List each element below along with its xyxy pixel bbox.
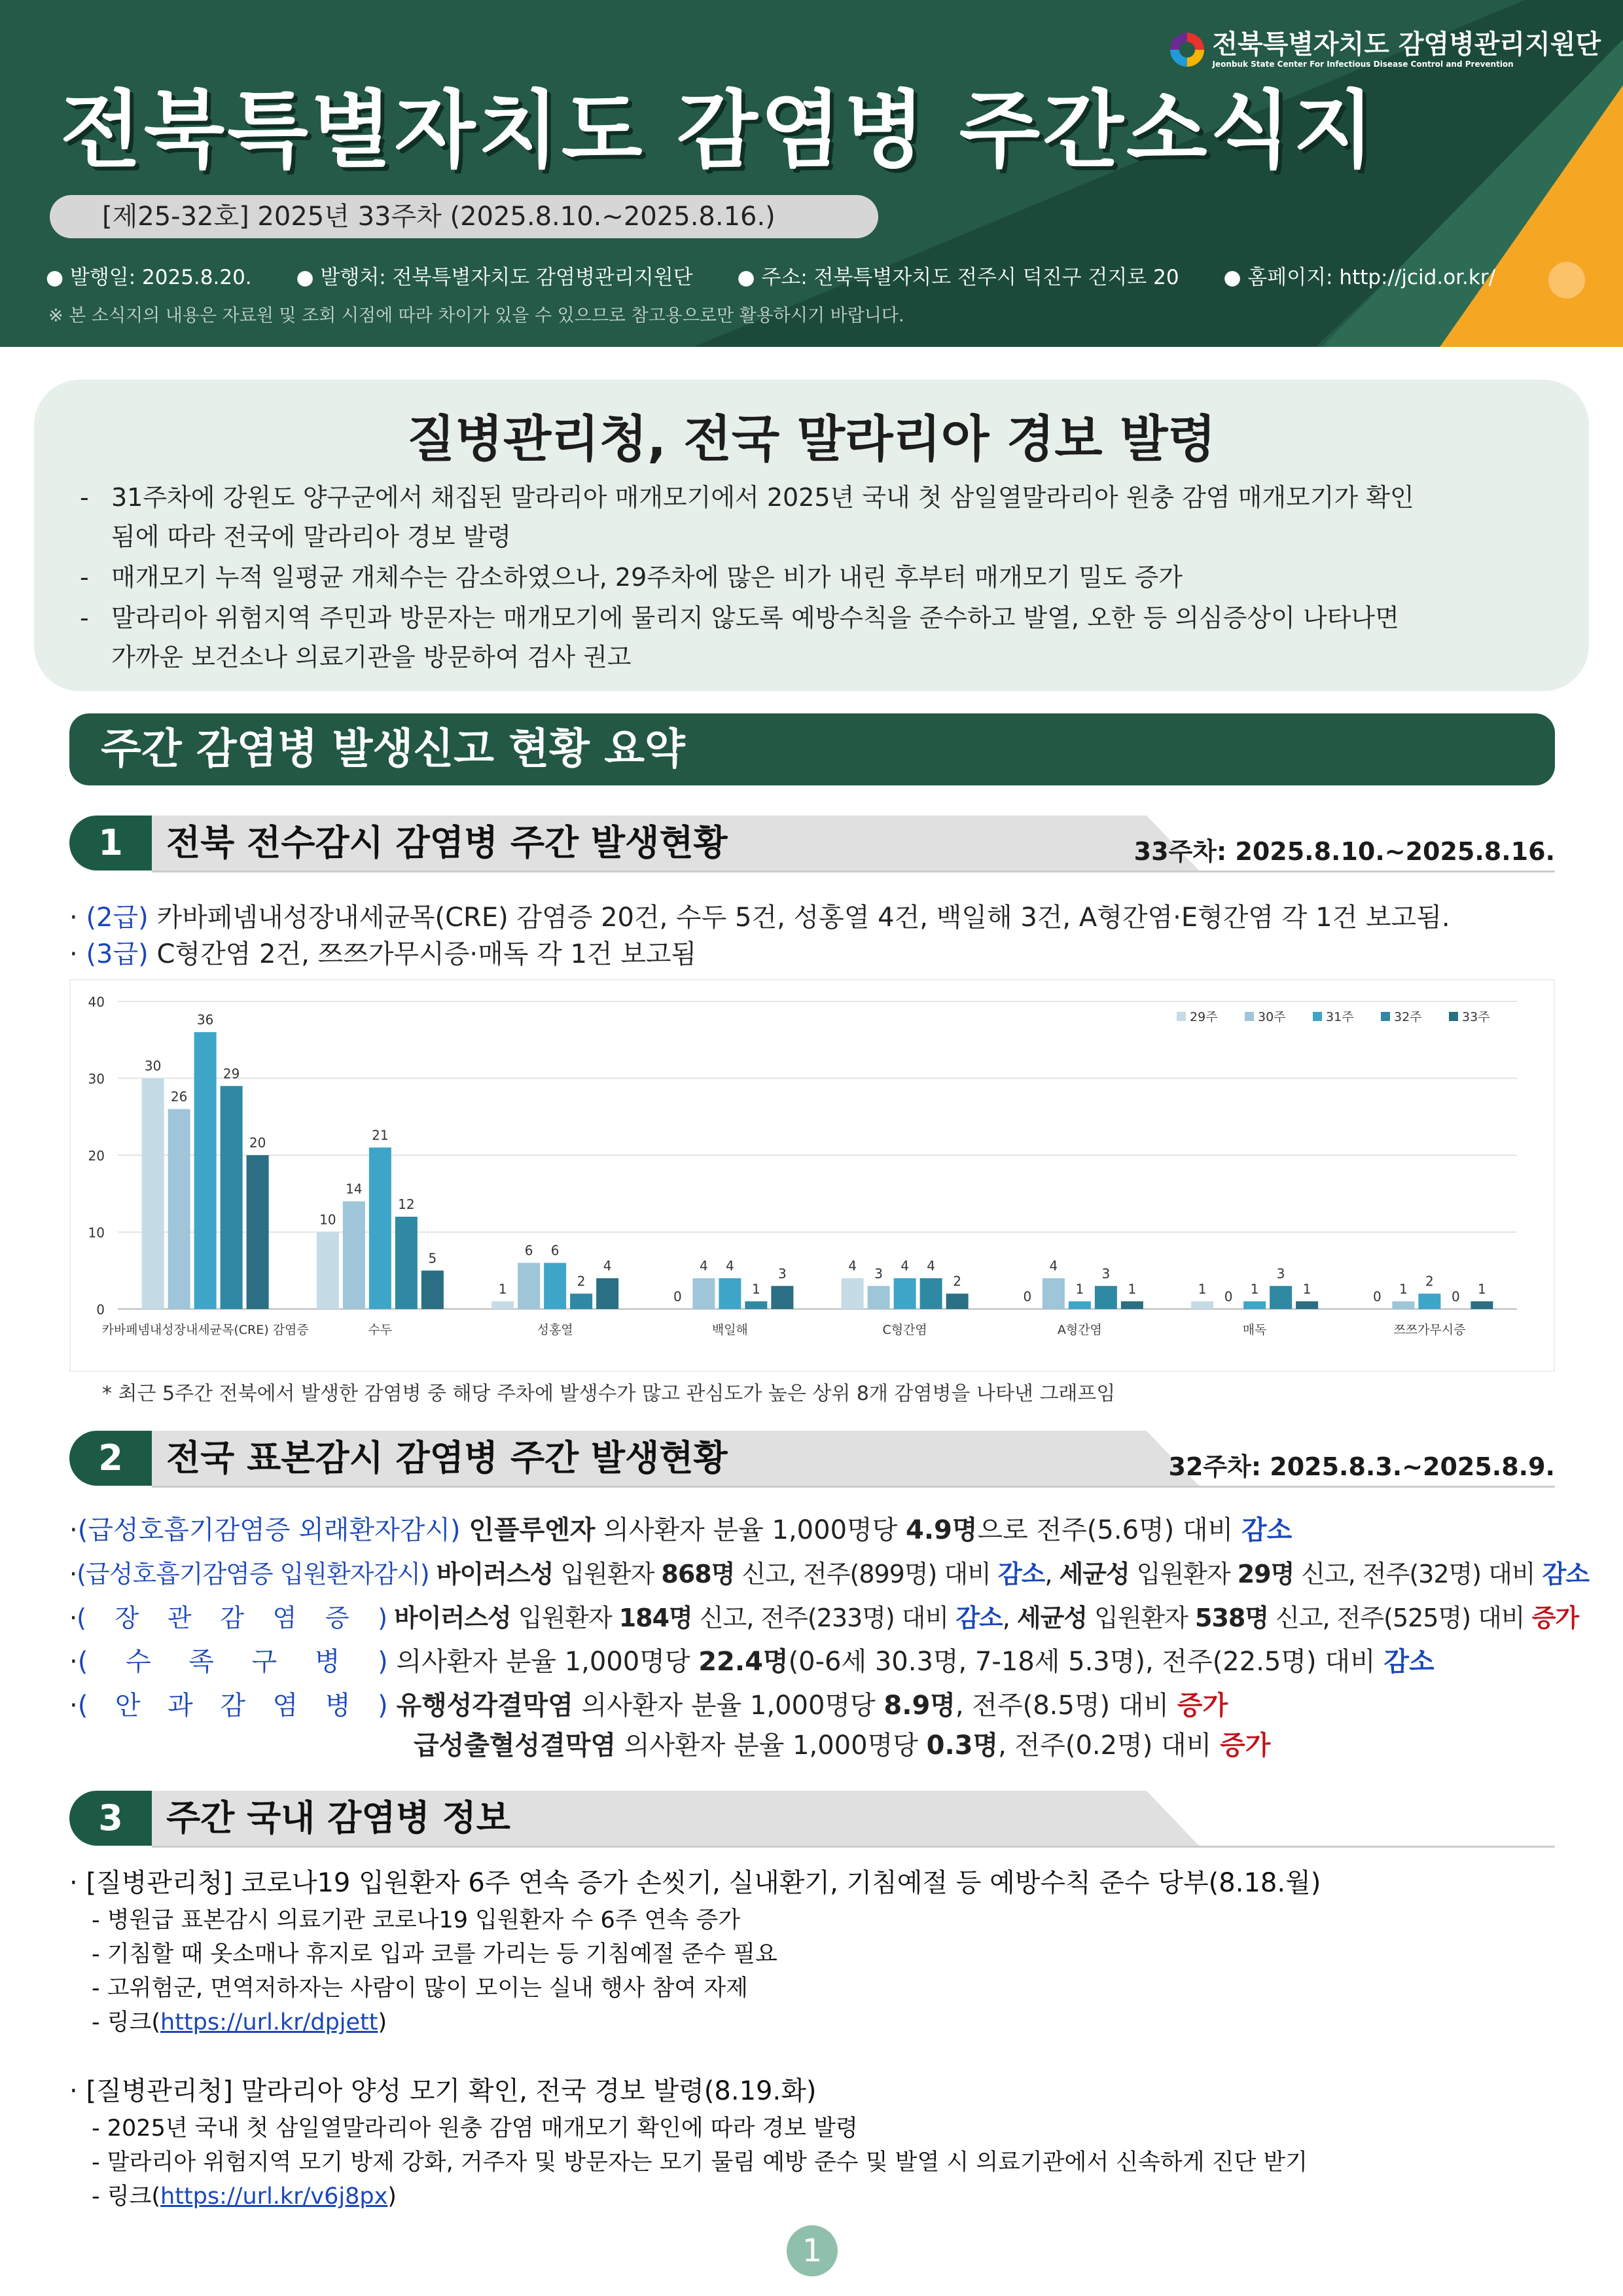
trend-badge: 감소: [955, 1604, 1003, 1632]
chart-bar: [247, 1155, 269, 1309]
news-item-covid: · [질병관리청] 코로나19 입원환자 6주 연속 증가 손씻기, 실내환기, 기침예절 등 예방수칙 준수 당부(8.18.월): [69, 1868, 1321, 1898]
section-title: 주간 국내 감염병 정보: [166, 1797, 510, 1839]
bar-value-label: 4: [848, 1258, 857, 1274]
y-tick-label: 0: [96, 1302, 105, 1318]
rate-value: 4.9명: [906, 1515, 978, 1545]
label-char: 병: [325, 1691, 351, 1721]
row-text: 입원환자: [510, 1604, 619, 1632]
count-value: 29명: [1237, 1560, 1294, 1588]
legend-label: 31주: [1326, 1010, 1354, 1024]
chart-bar: [1191, 1301, 1213, 1309]
bar-value-label: 0: [673, 1289, 682, 1304]
section-title: 전국 표본감시 감염병 주간 발생현황: [166, 1437, 728, 1479]
chart-bar: [1392, 1301, 1414, 1309]
y-tick-label: 10: [88, 1225, 105, 1241]
news-sub: - 고위험군, 면역저하자는 사람이 많이 모이는 실내 행사 참여 자제: [92, 1975, 748, 2001]
bar-value-label: 3: [1276, 1265, 1285, 1282]
bar-value-label: 29: [223, 1066, 240, 1082]
x-tick-label: 수두: [368, 1323, 393, 1337]
alert-line: [80, 637, 1559, 677]
grade-label: (2급): [86, 903, 149, 933]
chart-bar: [894, 1278, 916, 1309]
bar-value-label: 1: [1198, 1281, 1207, 1297]
row-text: 신고, 전주(32명) 대비: [1294, 1560, 1543, 1588]
bar-value-label: 1: [1075, 1281, 1084, 1297]
alert-line: - 31주차에 강원도 양구군에서 채집된 말라리아 매개모기에서 2025년 국내 첫 삼일열말라리아 원충 감염 매개모기가 확인: [80, 483, 1414, 512]
chart-bar: [395, 1217, 418, 1309]
section-title: 전북 전수감시 감염병 주간 발생현황: [166, 822, 728, 863]
news-link-row: - 링크(https://url.kr/v6j8px): [92, 2183, 397, 2210]
chart-bar: [544, 1263, 566, 1310]
row-text: 의사환자 분율 1,000명당: [616, 1731, 927, 1761]
link-close: ): [387, 2183, 397, 2210]
x-tick-label: 매독: [1242, 1323, 1267, 1337]
disease-name: 유행성각결막염: [396, 1691, 573, 1721]
row-label: [77, 1600, 387, 1636]
count-value: 868명: [661, 1560, 735, 1588]
alert-text: 됨에 따라 전국에 말라리아 경보 발령: [111, 522, 512, 551]
link-label: 링크(: [107, 2009, 161, 2036]
surveillance-row-hfmd: · ( 수 족 구 병 ) 의사환자 분율 1,000명당 22.4명(0-6세 30.3명, 7-18세 5.3명), 전주(22.5명) 대비 감소: [69, 1643, 1435, 1680]
disease-name: 인플루엔자: [469, 1515, 596, 1545]
label-char: 족: [188, 1647, 214, 1677]
row-text: (0-6세 30.3명, 7-18세 5.3명), 전주(22.5명) 대비: [788, 1647, 1384, 1677]
chart-canvas: [71, 980, 1554, 1371]
bar-value-label: 1: [1399, 1281, 1408, 1297]
bar-value-label: 6: [550, 1242, 560, 1259]
x-tick-label: 백일해: [711, 1323, 748, 1337]
section-date: 32주차: 2025.8.3.~2025.8.9.: [1168, 1452, 1555, 1481]
x-tick-label: 쯔쯔가무시증: [1393, 1323, 1466, 1337]
news-sub-text: 2025년 국내 첫 삼일열말라리아 원충 감염 매개모기 확인에 따라 경보 발령: [107, 2115, 858, 2142]
news-sub-text: 고위험군, 면역저하자는 사람이 많이 모이는 실내 행사 참여 자제: [107, 1975, 748, 2001]
disease-name: 급성출혈성결막염: [414, 1731, 616, 1761]
surveillance-row-inpatient: ·(급성호흡기감염증 입원환자감시) 바이러스성 입원환자 868명 신고, 전주(899명) 대비 감소, 세균성 입원환자 29명 신고, 전주(32명) 대비 감소: [69, 1556, 1589, 1592]
alert-title: 질병관리청, 전국 말라리아 경보 발령: [407, 410, 1216, 468]
chart-bar: [421, 1270, 444, 1309]
bar-value-label: 36: [196, 1012, 214, 1028]
org-name: 전북특별자치도 감염병관리지원단: [1212, 29, 1601, 60]
label-char: 감: [220, 1691, 246, 1721]
chart-bar: [692, 1278, 715, 1309]
grade-text: C형간염 2건, 쯔쯔가무시증·매독 각 1건 보고됨: [156, 939, 697, 969]
chart-bar: [1471, 1301, 1493, 1309]
chart-bar: [1270, 1286, 1292, 1309]
chart-bar: [221, 1086, 243, 1309]
label-char: 과: [168, 1691, 193, 1721]
label-char: 안: [115, 1691, 141, 1721]
x-tick-label: 카바페넴내성장내세균목(CRE) 감염증: [101, 1323, 309, 1337]
label-char: 감: [220, 1604, 243, 1632]
homepage-link[interactable]: ● 홈페이지: http://jcid.or.kr/: [1223, 266, 1496, 289]
row-text: , 전주(0.2명) 대비: [998, 1731, 1221, 1761]
row-text: 으로 전주(5.6명) 대비: [977, 1515, 1241, 1545]
bar-value-label: 1: [1302, 1281, 1311, 1297]
bar-value-label: 5: [428, 1250, 437, 1266]
bar-value-label: 1: [1478, 1281, 1486, 1297]
legend-swatch: [1177, 1012, 1186, 1021]
news-sub: - 기침할 때 옷소매나 휴지로 입과 코를 가리는 등 기침예절 준수 필요: [92, 1941, 777, 1967]
bar-value-label: 3: [874, 1265, 883, 1282]
rate-value: 0.3명: [926, 1731, 999, 1761]
bar-value-label: 21: [372, 1127, 389, 1143]
label-char: 구: [251, 1647, 277, 1677]
legend-swatch: [1313, 1012, 1322, 1021]
label-char: 수: [125, 1647, 151, 1677]
row-text: 의사환자 분율 1,000명당: [396, 1647, 699, 1677]
bar-value-label: 12: [398, 1196, 415, 1212]
bar-value-label: 1: [1250, 1281, 1259, 1297]
label-char: 병: [314, 1647, 340, 1677]
bar-value-label: 2: [577, 1273, 586, 1289]
alert-text: 31주차에 강원도 양구군에서 채집된 말라리아 매개모기에서 2025년 국내 첫 삼일열말라리아 원충 감염 매개모기가 확인: [111, 483, 1414, 512]
section-number: 2: [69, 1431, 152, 1486]
row-label: (급성호흡기감염증 입원환자감시): [77, 1560, 429, 1588]
header-notice: ※ 본 소식지의 내용은 자료원 및 조회 시점에 따라 차이가 있을 수 있으므로 참고용으로만 활용하시기 바랍니다.: [48, 306, 904, 326]
legend-label: 33주: [1462, 1010, 1490, 1024]
chart-bar: [920, 1278, 942, 1309]
bar-value-label: 0: [1224, 1289, 1233, 1304]
disease-name: 바이러스성: [436, 1560, 554, 1588]
trend-badge: 감소: [1383, 1647, 1435, 1677]
section-3-header: [69, 1791, 1555, 1846]
bar-value-label: 4: [927, 1258, 935, 1274]
y-tick-label: 20: [88, 1148, 105, 1164]
row-text: 신고, 전주(525명) 대비: [1268, 1604, 1532, 1632]
row-label: [78, 1643, 388, 1680]
separator: ,: [1044, 1560, 1060, 1588]
label-char: 염: [272, 1691, 298, 1721]
bar-value-label: 0: [1452, 1289, 1460, 1304]
grade-text: 카바페넴내성장내세균목(CRE) 감염증 20건, 수두 5건, 성홍열 4건, 백일해 3건, A형간염·E형간염 각 1건 보고됨.: [156, 903, 1450, 933]
section-underline: [152, 870, 1555, 872]
chart-bar: [343, 1202, 365, 1310]
news-link[interactable]: https://url.kr/v6j8px: [160, 2183, 388, 2210]
bar-value-label: 30: [144, 1058, 162, 1074]
news-headline: [질병관리청] 말라리아 양성 모기 확인, 전국 경보 발령(8.19.화): [86, 2076, 817, 2106]
bar-value-label: 4: [603, 1258, 612, 1274]
news-item-malaria: · [질병관리청] 말라리아 양성 모기 확인, 전국 경보 발령(8.19.화): [69, 2076, 817, 2106]
legend-swatch: [1449, 1012, 1458, 1021]
legend-label: 29주: [1190, 1010, 1218, 1024]
trend-badge: 증가: [1177, 1691, 1228, 1721]
surveillance-row-enteric: · ( 장 관 감 염 증 ) 바이러스성 입원환자 184명 신고, 전주(233명) 대비 감소, 세균성 입원환자 538명 신고, 전주(525명) 대비 증가: [69, 1600, 1578, 1636]
org-name-en: Jeonbuk State Center For Infectious Disease Control and Prevention: [1212, 60, 1514, 69]
bar-value-label: 1: [498, 1281, 507, 1297]
row-text: 의사환자 분율 1,000명당: [595, 1515, 906, 1545]
bar-value-label: 6: [524, 1242, 533, 1259]
trend-badge: 감소: [1241, 1515, 1293, 1545]
summary-banner: 주간 감염병 발생신고 현황 요약: [69, 713, 1555, 785]
count-value: 538명: [1195, 1604, 1269, 1632]
rate-value: 8.9명: [883, 1691, 955, 1721]
news-sub: - 2025년 국내 첫 삼일열말라리아 원충 감염 매개모기 확인에 따라 경보 발령: [92, 2115, 858, 2142]
chart-bar: [771, 1286, 793, 1309]
bar-value-label: 4: [726, 1258, 734, 1274]
legend-label: 32주: [1394, 1010, 1422, 1024]
publication-info: [46, 260, 1533, 290]
section-date: 33주차: 2025.8.10.~2025.8.16.: [1133, 837, 1555, 866]
publisher: ● 발행처: 전북특별자치도 감염병관리지원단: [296, 266, 693, 289]
x-tick-label: C형간염: [882, 1323, 927, 1337]
chart-bar: [946, 1294, 969, 1310]
chart-bar: [1095, 1286, 1117, 1309]
news-sub-text: 병원급 표본감시 의료기관 코로나19 입원환자 수 6주 연속 증가: [107, 1907, 741, 1933]
bar-value-label: 10: [319, 1211, 336, 1228]
row-text: , 전주(8.5명) 대비: [955, 1691, 1177, 1721]
row-label: (급성호흡기감염증 외래환자감시): [77, 1515, 461, 1545]
chart-bar: [518, 1263, 540, 1310]
x-tick-label: 성홍열: [537, 1323, 573, 1337]
bar-value-label: 0: [1373, 1289, 1382, 1304]
address: ● 주소: 전북특별자치도 전주시 덕진구 건지로 20: [737, 266, 1179, 289]
grade3-line: · (3급) C형간염 2건, 쯔쯔가무시증·매독 각 1건 보고됨: [69, 939, 697, 969]
legend-swatch: [1245, 1012, 1254, 1021]
bar-value-label: 3: [778, 1265, 787, 1282]
count-value: 184명: [618, 1604, 692, 1632]
legend-swatch: [1381, 1012, 1390, 1021]
news-sub: - 병원급 표본감시 의료기관 코로나19 입원환자 수 6주 연속 증가: [92, 1907, 741, 1933]
chart-bar: [1069, 1301, 1091, 1309]
trend-badge: 감소: [997, 1560, 1045, 1588]
bar-value-label: 4: [1049, 1258, 1058, 1274]
label-char: 염: [272, 1604, 296, 1632]
bar-value-label: 1: [1128, 1281, 1137, 1297]
bar-value-label: 14: [346, 1181, 363, 1197]
section-underline: [152, 1486, 1555, 1488]
alert-text: 말라리아 위험지역 주민과 방문자는 매개모기에 물리지 않도록 예방수칙을 준수하고 발열, 오한 등 의심증상이 나타나면: [111, 603, 1399, 632]
row-text: 입원환자: [1129, 1560, 1238, 1588]
row-text: 신고, 전주(899명) 대비: [734, 1560, 998, 1588]
trend-badge: 감소: [1542, 1560, 1590, 1588]
row-text: 신고, 전주(233명) 대비: [692, 1604, 956, 1632]
chart-bar: [570, 1294, 592, 1310]
logo-icon: [1170, 33, 1204, 67]
label-char: (: [77, 1691, 88, 1721]
label-char: (: [77, 1647, 88, 1677]
section-number: 3: [69, 1791, 152, 1846]
chart-footnote: * 최근 5주간 전북에서 발생한 감염병 중 해당 주차에 발생수가 많고 관심도가 높은 상위 8개 감염병을 나타낸 그래프임: [102, 1382, 1116, 1405]
chart-bar: [194, 1032, 217, 1309]
chart-bar: [719, 1278, 741, 1309]
bar-value-label: 4: [700, 1258, 708, 1274]
label-char: (: [77, 1604, 86, 1632]
label-char: 장: [115, 1604, 139, 1632]
surveillance-row-influenza: ·(급성호흡기감염증 외래환자감시) 인플루엔자 의사환자 분율 1,000명당 4.9명으로 전주(5.6명) 대비 감소: [69, 1512, 1292, 1549]
disease-name: 바이러스성: [394, 1604, 511, 1632]
chart-bar: [317, 1232, 339, 1310]
label-char: ): [378, 1604, 387, 1632]
label-char: ): [378, 1691, 388, 1721]
chart-bar: [369, 1147, 391, 1309]
news-sub: - 말라리아 위험지역 모기 방제 강화, 거주자 및 방문자는 모기 물림 예방 준수 및 발열 시 의료기관에서 신속하게 진단 받기: [92, 2149, 1308, 2176]
chart-bar: [1296, 1301, 1318, 1309]
alert-text: 매개모기 누적 일평균 개체수는 감소하였으나, 29주차에 많은 비가 내린 후부터 매개모기 밀도 증가: [111, 563, 1183, 592]
chart-bar: [142, 1079, 164, 1310]
link-close: ): [378, 2009, 387, 2036]
alert-text: 가까운 보건소나 의료기관을 방문하여 검사 권고: [111, 643, 632, 672]
issue-pill: [제25-32호] 2025년 33주차 (2025.8.10.~2025.8.16.): [50, 195, 878, 238]
row-text: 입원환자: [553, 1560, 662, 1588]
bar-value-label: 26: [170, 1088, 188, 1105]
row-label: [78, 1687, 388, 1724]
page-title: 전북특별자치도 감염병 주간소식지: [60, 82, 1377, 179]
news-sub-text: 말라리아 위험지역 모기 방제 강화, 거주자 및 방문자는 모기 물림 예방 준수 및 발열 시 의료기관에서 신속하게 진단 받기: [107, 2149, 1308, 2176]
chart-bar: [868, 1286, 890, 1309]
disease-name: 세균성: [1059, 1560, 1130, 1588]
x-tick-label: A형간염: [1057, 1323, 1102, 1337]
section-number: 1: [69, 816, 152, 870]
label-char: 증: [325, 1604, 349, 1632]
publish-date: ● 발행일: 2025.8.20.: [46, 266, 252, 289]
header-banner: [0, 0, 1623, 347]
bar-value-label: 1: [752, 1281, 760, 1297]
news-headline: [질병관리청] 코로나19 입원환자 6주 연속 증가 손씻기, 실내환기, 기침예절 등 예방수칙 준수 당부(8.18.월): [86, 1868, 1321, 1898]
news-link-row: - 링크(https://url.kr/dpjett): [92, 2009, 387, 2036]
alert-line: - 매개모기 누적 일평균 개체수는 감소하였으나, 29주차에 많은 비가 내린 후부터 매개모기 밀도 증가: [80, 563, 1183, 592]
alert-line: - 말라리아 위험지역 주민과 방문자는 매개모기에 물리지 않도록 예방수칙을 준수하고 발열, 오한 등 의심증상이 나타나면: [80, 603, 1399, 632]
label-char: 관: [167, 1604, 191, 1632]
trend-badge: 증가: [1531, 1604, 1579, 1632]
bar-value-label: 20: [249, 1135, 266, 1151]
bar-value-label: 3: [1101, 1265, 1111, 1282]
chart-bar: [1043, 1278, 1065, 1309]
grade-label: (3급): [86, 939, 149, 969]
section-2-header: [69, 1431, 1555, 1486]
chart-bar: [1418, 1294, 1440, 1310]
chart-bar: [491, 1301, 514, 1309]
bar-value-label: 2: [953, 1273, 961, 1289]
row-text: 의사환자 분율 1,000명당: [573, 1691, 884, 1721]
news-link[interactable]: https://url.kr/dpjett: [160, 2009, 378, 2036]
page-number: 1: [787, 2225, 838, 2276]
bar-value-label: 0: [1023, 1289, 1032, 1304]
chart-bar: [1121, 1301, 1143, 1309]
y-tick-label: 40: [88, 994, 105, 1010]
rate-value: 22.4명: [698, 1647, 789, 1677]
chart-bar: [745, 1301, 767, 1309]
chart-bar: [1243, 1301, 1266, 1309]
row-text: 입원환자: [1087, 1604, 1196, 1632]
grade2-line: · (2급) 카바페넴내성장내세균목(CRE) 감염증 20건, 수두 5건, 성홍열 4건, 백일해 3건, A형간염·E형간염 각 1건 보고됨.: [69, 903, 1450, 933]
surveillance-row-eye: · ( 안 과 감 염 병 ) 유행성각결막염 의사환자 분율 1,000명당 8.9명, 전주(8.5명) 대비 증가: [69, 1687, 1228, 1724]
trend-badge: 증가: [1220, 1731, 1271, 1761]
chart-bar: [842, 1278, 864, 1309]
section-1-header: [69, 816, 1555, 870]
alert-line: [80, 517, 1559, 556]
bar-value-label: 2: [1425, 1273, 1434, 1289]
chart-bar: [168, 1109, 190, 1310]
surveillance-row-ahc: [414, 1727, 1270, 1764]
chart-bar: [596, 1278, 618, 1309]
bar-value-label: 4: [901, 1258, 909, 1274]
disease-name: 세균성: [1016, 1604, 1088, 1632]
legend-label: 30주: [1258, 1010, 1286, 1024]
separator: ,: [1002, 1604, 1017, 1632]
bar-chart: [69, 979, 1555, 1372]
decorative-circle: [1548, 262, 1585, 298]
section-underline: [152, 1846, 1555, 1848]
link-label: 링크(: [107, 2183, 161, 2210]
y-tick-label: 30: [88, 1071, 105, 1087]
label-char: ): [378, 1647, 388, 1677]
news-sub-text: 기침할 때 옷소매나 휴지로 입과 코를 가리는 등 기침예절 준수 필요: [107, 1941, 777, 1967]
